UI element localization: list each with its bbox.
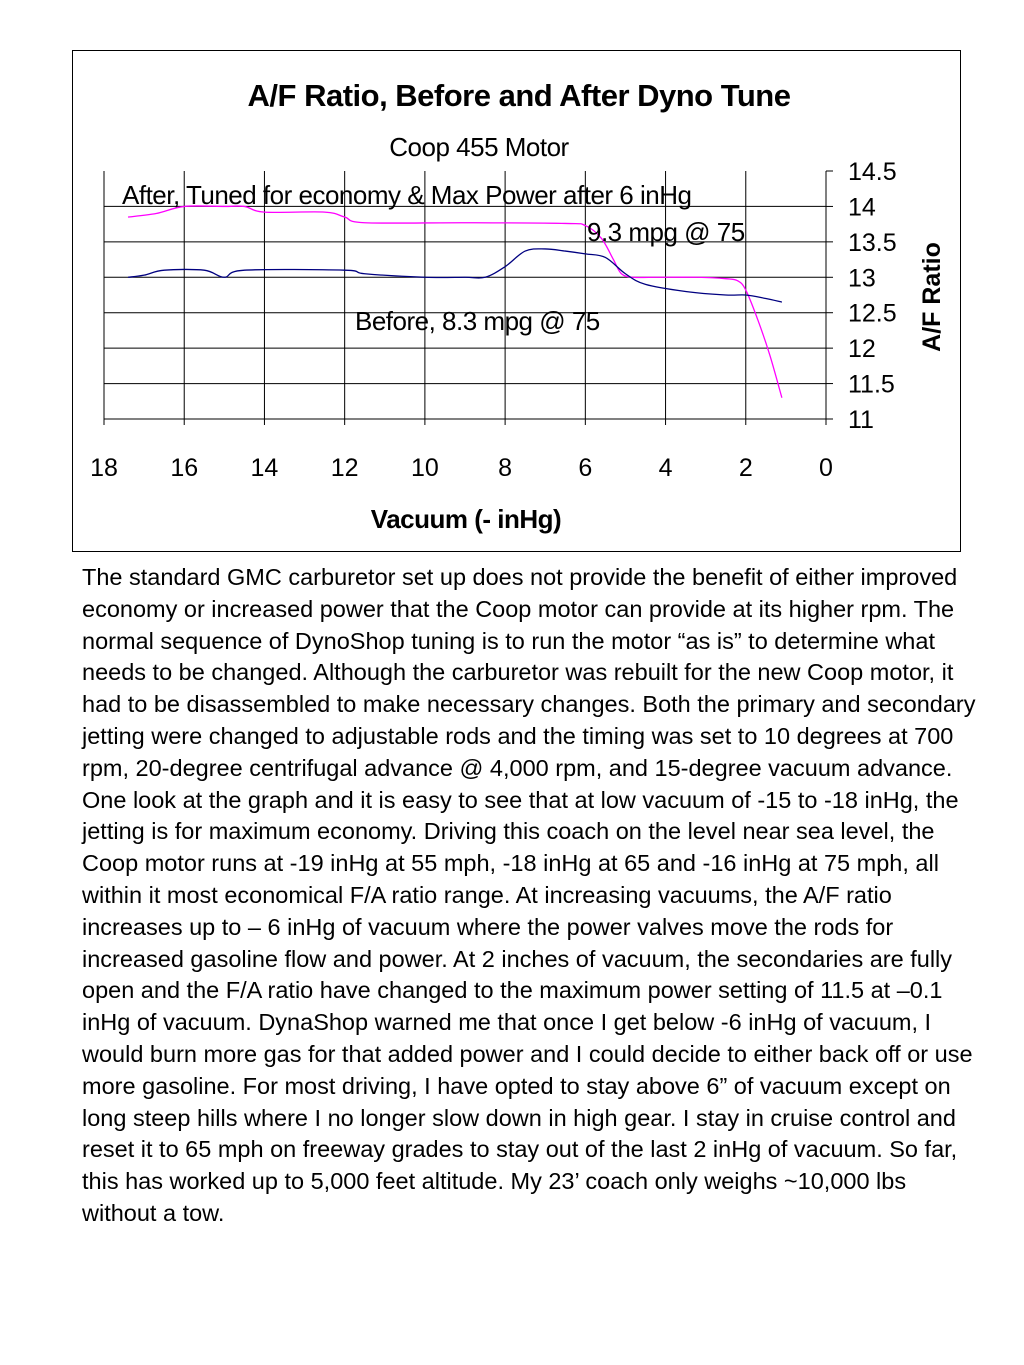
before-tune-series-line bbox=[128, 249, 782, 302]
after-mpg-annotation: 9.3 mpg @ 75 bbox=[587, 217, 745, 247]
body-paragraph: The standard GMC carburetor set up does not provide the benefit of either improved economy or increased power that the Coop motor can provide at its higher rpm. The normal sequence of DynoShop tuning is to run the motor “as is” to determine what needs to be changed. Although the carburetor was rebuilt for the new Coop motor, it had to be disassembled to make necessary changes. Both the primary and secondary jetting were changed to adjustable rods and the timing was set to 10 degrees at 700 rpm, 20-degree centrifugal advance @ 4,000 rpm, and 15-degree vacuum advance. bbox=[82, 564, 976, 781]
y-tick-label: 13 bbox=[848, 264, 876, 293]
chart-subtitle: Coop 455 Motor bbox=[389, 132, 569, 162]
y-tick-label: 12.5 bbox=[848, 299, 897, 328]
x-tick-label: 2 bbox=[738, 454, 753, 482]
before-annotation: Before, 8.3 mpg @ 75 bbox=[355, 306, 600, 336]
af-ratio-chart bbox=[73, 51, 962, 553]
chart-frame bbox=[72, 50, 961, 552]
y-tick-label: 14 bbox=[848, 193, 876, 222]
y-axis-label: A/F Ratio bbox=[918, 242, 946, 352]
body-paragraph: One look at the graph and it is easy to see that at low vacuum of -15 to -18 inHg, the jetting is for maximum economy. Driving this coach on the level near sea level, the Coop motor runs at -19 inHg at 55 mph, -18 inHg at 65 and -16 inHg at 75 mph, all within it most economical F/A ratio range. At increasing vacuums, the A/F ratio increases up to – 6 inHg of vacuum where the power valves move the rods for increased gasoline flow and power. At 2 inches of vacuum, the secondaries are fully open and the F/A ratio have changed to the maximum power setting of 11.5 at –0.1 inHg of vacuum. DynaShop warned me that once I get below -6 inHg of vacuum, I would burn more gas for that added power and I could decide to either back off or use more gasoline. For most driving, I have opted to stay above 6” of vacuum except on long steep hills where I no longer slow down in high gear. I stay in cruise control and reset it to 65 mph on freeway grades to stay out of the last 2 inHg of vacuum. So far, this has worked up to 5,000 feet altitude. My 23’ coach only weighs ~10,000 lbs without a tow. bbox=[82, 786, 973, 1226]
x-axis-label: Vacuum (- inHg) bbox=[370, 504, 562, 534]
y-tick-label: 11 bbox=[848, 406, 874, 434]
x-tick-label: 16 bbox=[170, 454, 199, 482]
x-tick-label: 0 bbox=[819, 454, 833, 482]
y-tick-label: 11.5 bbox=[848, 370, 895, 399]
x-tick-label: 12 bbox=[330, 454, 359, 482]
x-tick-label: 6 bbox=[578, 454, 593, 482]
x-tick-label: 8 bbox=[498, 454, 513, 482]
x-tick-label: 14 bbox=[250, 454, 279, 482]
after-annotation: After, Tuned for economy & Max Power after 6 inHg bbox=[122, 180, 692, 210]
y-tick-label: 12 bbox=[848, 335, 876, 364]
chart-title: A/F Ratio, Before and After Dyno Tune bbox=[247, 78, 791, 113]
y-tick-label: 13.5 bbox=[848, 228, 897, 257]
body-text bbox=[82, 562, 982, 1230]
y-tick-label: 14.5 bbox=[848, 158, 897, 186]
x-tick-label: 4 bbox=[658, 454, 673, 482]
x-tick-label: 18 bbox=[90, 454, 118, 482]
x-tick-label: 10 bbox=[410, 454, 439, 482]
